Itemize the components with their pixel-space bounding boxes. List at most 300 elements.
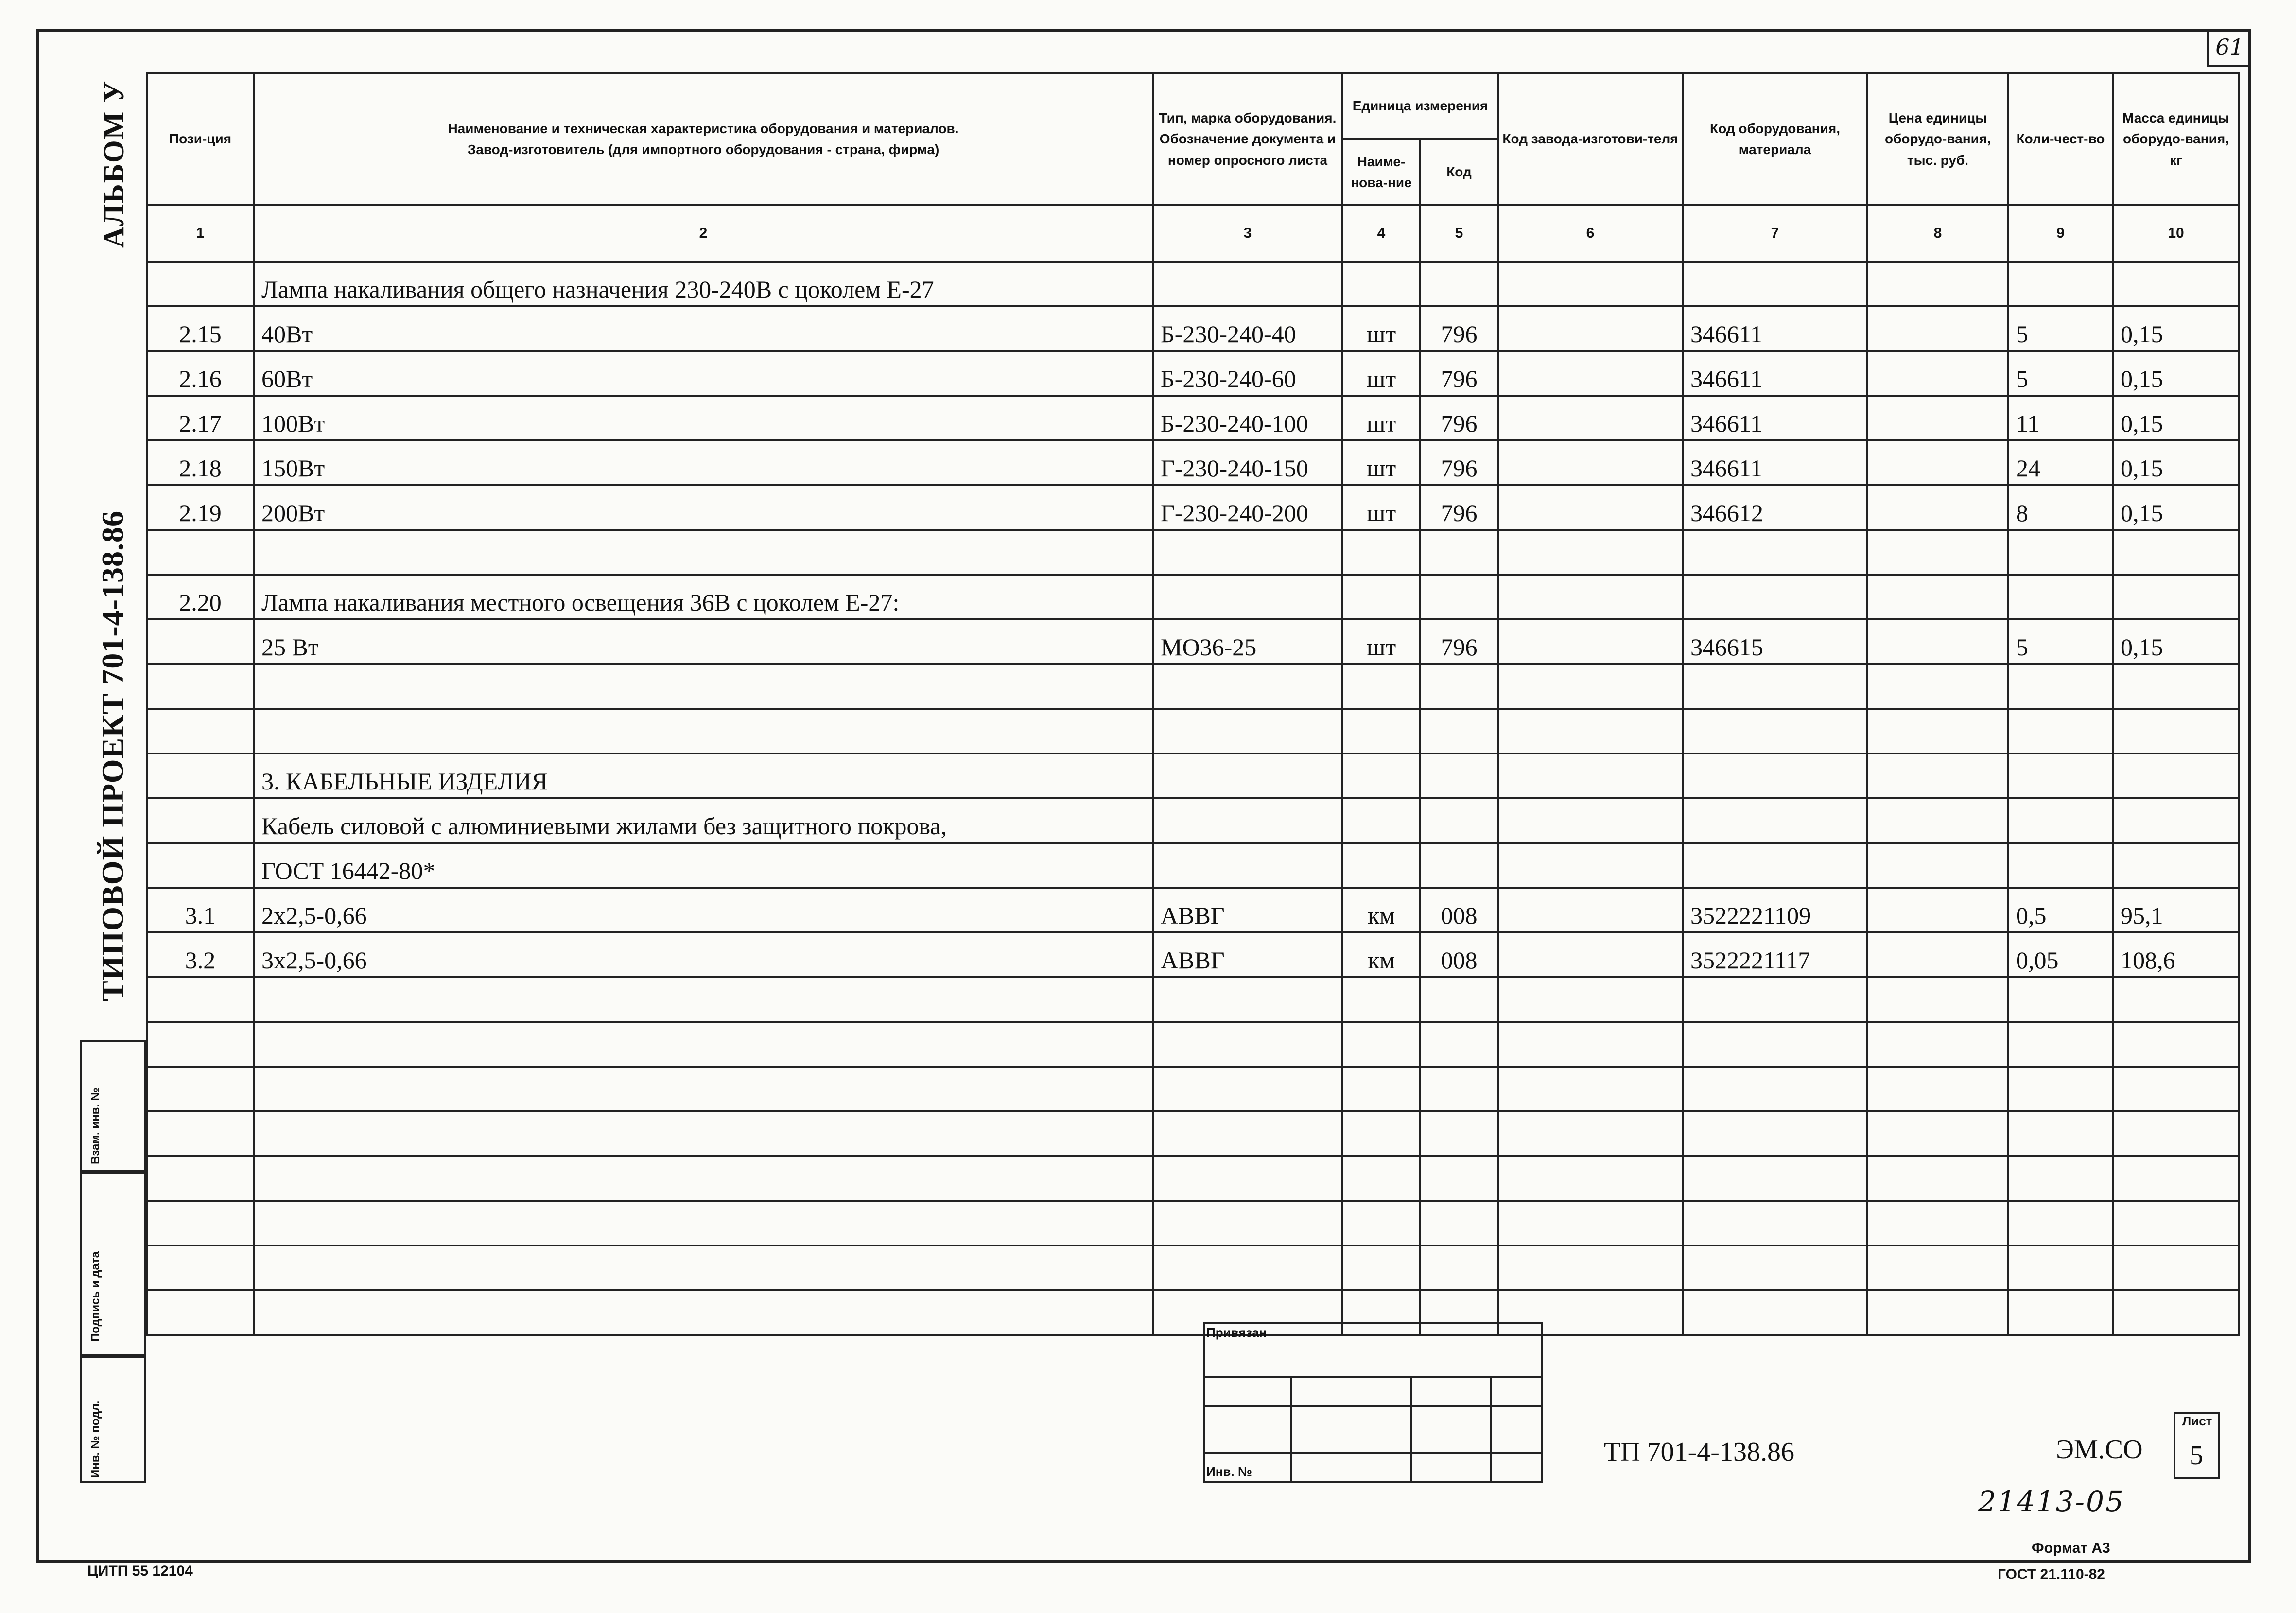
cell-quantity	[2008, 798, 2113, 843]
cell-factory-code	[1498, 798, 1683, 843]
col-header-name-line2: Завод-изготовитель (для импортного оборудования - страна, фирма)	[467, 142, 939, 157]
cell-factory-code	[1498, 530, 1683, 575]
cell-unit	[1342, 1156, 1420, 1201]
document-mark: ЭМ.СО	[2056, 1435, 2143, 1465]
table-row	[147, 1156, 2239, 1201]
footer-format: Формат А3	[2032, 1540, 2110, 1556]
cell-price	[1867, 1156, 2008, 1201]
cell-name: Лампа накаливания общего назначения 230-240В с цоколем Е-27	[254, 262, 1153, 306]
cell-unit-code	[1420, 754, 1498, 798]
cell-unit	[1342, 664, 1420, 709]
col-header-quantity: Коли-чест-во	[2008, 73, 2113, 205]
cell-unit-code	[1420, 575, 1498, 619]
cell-factory-code	[1498, 977, 1683, 1022]
cell-type	[1153, 843, 1342, 888]
cell-name: 3х2,5-0,66	[254, 932, 1153, 977]
col-header-factory-code: Код завода-изготови-теля	[1498, 73, 1683, 205]
cell-name: 60Вт	[254, 351, 1153, 396]
cell-mass	[2113, 530, 2239, 575]
cell-price	[1867, 619, 2008, 664]
cell-unit	[1342, 1201, 1420, 1245]
cell-type	[1153, 1022, 1342, 1067]
cell-unit	[1342, 530, 1420, 575]
cell-unit	[1342, 977, 1420, 1022]
cell-unit: км	[1342, 888, 1420, 932]
cell-name: Кабель силовой с алюминиевыми жилами без защитного покрова,	[254, 798, 1153, 843]
cell-type: Б-230-240-100	[1153, 396, 1342, 440]
cell-name	[254, 1111, 1153, 1156]
cell-factory-code	[1498, 619, 1683, 664]
cell-price	[1867, 1022, 2008, 1067]
stamp-grid-cols	[1290, 1376, 1412, 1483]
cell-type	[1153, 530, 1342, 575]
table-row	[147, 575, 2239, 619]
document-code: ТП 701-4-138.86	[1604, 1437, 1794, 1467]
cell-position	[147, 709, 254, 754]
cell-mass	[2113, 262, 2239, 306]
table-row	[147, 1290, 2239, 1335]
cell-price	[1867, 843, 2008, 888]
cell-factory-code	[1498, 396, 1683, 440]
cell-quantity: 0,5	[2008, 888, 2113, 932]
cell-quantity	[2008, 1111, 2113, 1156]
col-header-price: Цена единицы оборудо-вания, тыс. руб.	[1867, 73, 2008, 205]
cell-factory-code	[1498, 262, 1683, 306]
side-label-signature: Подпись и дата	[89, 1251, 102, 1342]
column-number: 4	[1342, 205, 1420, 262]
cell-mass: 108,6	[2113, 932, 2239, 977]
cell-quantity: 0,05	[2008, 932, 2113, 977]
cell-name: 40Вт	[254, 306, 1153, 351]
cell-equipment-code	[1683, 664, 1867, 709]
cell-position	[147, 1201, 254, 1245]
cell-position	[147, 754, 254, 798]
cell-quantity	[2008, 1022, 2113, 1067]
cell-type: АВВГ	[1153, 888, 1342, 932]
cell-price	[1867, 1245, 2008, 1290]
cell-quantity: 8	[2008, 485, 2113, 530]
cell-equipment-code: 346615	[1683, 619, 1867, 664]
cell-unit-code: 796	[1420, 440, 1498, 485]
col-header-unit-code: Код	[1420, 139, 1498, 205]
cell-name: 150Вт	[254, 440, 1153, 485]
cell-name	[254, 1290, 1153, 1335]
cell-position	[147, 1156, 254, 1201]
cell-quantity	[2008, 575, 2113, 619]
cell-equipment-code	[1683, 1022, 1867, 1067]
cell-position	[147, 664, 254, 709]
cell-type: Б-230-240-60	[1153, 351, 1342, 396]
table-row	[147, 1022, 2239, 1067]
cell-mass	[2113, 1201, 2239, 1245]
cell-mass	[2113, 977, 2239, 1022]
cell-name	[254, 530, 1153, 575]
cell-unit-code	[1420, 1156, 1498, 1201]
cell-factory-code	[1498, 1111, 1683, 1156]
cell-equipment-code	[1683, 1201, 1867, 1245]
cell-factory-code	[1498, 1022, 1683, 1067]
cell-unit-code	[1420, 1201, 1498, 1245]
cell-type	[1153, 754, 1342, 798]
column-number: 7	[1683, 205, 1867, 262]
cell-mass	[2113, 1111, 2239, 1156]
cell-price	[1867, 575, 2008, 619]
cell-position: 2.15	[147, 306, 254, 351]
cell-unit-code: 796	[1420, 351, 1498, 396]
column-number: 6	[1498, 205, 1683, 262]
cell-price	[1867, 530, 2008, 575]
cell-mass: 0,15	[2113, 396, 2239, 440]
cell-unit-code: 796	[1420, 306, 1498, 351]
table-row	[147, 843, 2239, 888]
cell-name: ГОСТ 16442-80*	[254, 843, 1153, 888]
cell-factory-code	[1498, 843, 1683, 888]
cell-equipment-code	[1683, 843, 1867, 888]
cell-price	[1867, 262, 2008, 306]
cell-mass	[2113, 575, 2239, 619]
cell-position	[147, 1022, 254, 1067]
cell-mass	[2113, 664, 2239, 709]
cell-unit-code: 796	[1420, 485, 1498, 530]
col-header-name-line1: Наименование и техническая характеристика оборудования и материалов.	[448, 121, 959, 136]
cell-price	[1867, 754, 2008, 798]
cell-position	[147, 619, 254, 664]
cell-type: Г-230-240-150	[1153, 440, 1342, 485]
cell-equipment-code: 3522221117	[1683, 932, 1867, 977]
cell-unit-code	[1420, 530, 1498, 575]
cell-position	[147, 977, 254, 1022]
inventory-number: 21413-05	[1978, 1485, 2125, 1518]
cell-equipment-code	[1683, 530, 1867, 575]
cell-name	[254, 1201, 1153, 1245]
column-number: 3	[1153, 205, 1342, 262]
cell-name: 200Вт	[254, 485, 1153, 530]
cell-unit	[1342, 709, 1420, 754]
cell-factory-code	[1498, 709, 1683, 754]
column-number: 2	[254, 205, 1153, 262]
cell-equipment-code	[1683, 1245, 1867, 1290]
cell-type	[1153, 798, 1342, 843]
cell-type	[1153, 1067, 1342, 1111]
cell-price	[1867, 664, 2008, 709]
side-label-inventory: Инв. № подл.	[89, 1400, 102, 1478]
side-label-replace: Взам. инв. №	[89, 1087, 102, 1164]
cell-unit-code: 796	[1420, 619, 1498, 664]
col-header-unit-group: Единица измерения	[1342, 73, 1498, 139]
cell-quantity	[2008, 664, 2113, 709]
cell-factory-code	[1498, 1245, 1683, 1290]
cell-factory-code	[1498, 664, 1683, 709]
cell-type	[1153, 977, 1342, 1022]
table-row	[147, 530, 2239, 575]
cell-equipment-code	[1683, 977, 1867, 1022]
cell-position	[147, 843, 254, 888]
cell-price	[1867, 351, 2008, 396]
cell-factory-code	[1498, 754, 1683, 798]
cell-equipment-code	[1683, 262, 1867, 306]
cell-mass: 0,15	[2113, 440, 2239, 485]
column-number: 5	[1420, 205, 1498, 262]
table-row	[147, 798, 2239, 843]
cell-position	[147, 1067, 254, 1111]
cell-factory-code	[1498, 306, 1683, 351]
cell-name	[254, 664, 1153, 709]
cell-equipment-code	[1683, 798, 1867, 843]
cell-quantity	[2008, 1245, 2113, 1290]
cell-type: АВВГ	[1153, 932, 1342, 977]
project-title: ТИПОВОЙ ПРОЕКТ 701-4-138.86	[95, 510, 130, 1001]
cell-quantity	[2008, 1067, 2113, 1111]
cell-equipment-code: 346611	[1683, 306, 1867, 351]
cell-name: Лампа накаливания местного освещения 36В с цоколем Е-27:	[254, 575, 1153, 619]
cell-unit	[1342, 1022, 1420, 1067]
cell-position: 2.18	[147, 440, 254, 485]
cell-mass: 0,15	[2113, 351, 2239, 396]
cell-type	[1153, 664, 1342, 709]
cell-name	[254, 1245, 1153, 1290]
cell-unit-code	[1420, 664, 1498, 709]
cell-unit: шт	[1342, 351, 1420, 396]
cell-factory-code	[1498, 932, 1683, 977]
cell-position	[147, 530, 254, 575]
cell-quantity	[2008, 1201, 2113, 1245]
cell-mass: 0,15	[2113, 306, 2239, 351]
cell-name	[254, 977, 1153, 1022]
cell-unit-code	[1420, 1245, 1498, 1290]
table-row	[147, 1067, 2239, 1111]
cell-unit-code	[1420, 1067, 1498, 1111]
cell-price	[1867, 888, 2008, 932]
cell-unit-code	[1420, 798, 1498, 843]
cell-mass	[2113, 754, 2239, 798]
cell-quantity	[2008, 530, 2113, 575]
cell-position	[147, 1290, 254, 1335]
column-number: 9	[2008, 205, 2113, 262]
album-label: АЛЬБОМ У	[98, 80, 130, 248]
cell-position: 2.20	[147, 575, 254, 619]
table-row	[147, 440, 2239, 485]
cell-price	[1867, 306, 2008, 351]
cell-name: 3. КАБЕЛЬНЫЕ ИЗДЕЛИЯ	[254, 754, 1153, 798]
table-row	[147, 977, 2239, 1022]
cell-position: 2.17	[147, 396, 254, 440]
cell-type	[1153, 709, 1342, 754]
cell-equipment-code	[1683, 1067, 1867, 1111]
cell-equipment-code	[1683, 1156, 1867, 1201]
cell-unit-code: 008	[1420, 932, 1498, 977]
cell-price	[1867, 1290, 2008, 1335]
cell-unit-code	[1420, 977, 1498, 1022]
cell-equipment-code	[1683, 754, 1867, 798]
column-number: 10	[2113, 205, 2239, 262]
cell-factory-code	[1498, 575, 1683, 619]
cell-quantity	[2008, 843, 2113, 888]
cell-quantity: 24	[2008, 440, 2113, 485]
cell-type	[1153, 1111, 1342, 1156]
cell-price	[1867, 1067, 2008, 1111]
cell-quantity	[2008, 754, 2113, 798]
cell-unit	[1342, 798, 1420, 843]
cell-equipment-code: 346611	[1683, 396, 1867, 440]
cell-name	[254, 1156, 1153, 1201]
cell-name	[254, 1067, 1153, 1111]
table-row	[147, 664, 2239, 709]
cell-price	[1867, 709, 2008, 754]
cell-factory-code	[1498, 440, 1683, 485]
table-row	[147, 306, 2239, 351]
cell-quantity	[2008, 262, 2113, 306]
cell-unit-code: 008	[1420, 888, 1498, 932]
footer-gost: ГОСТ 21.110-82	[1998, 1566, 2105, 1582]
cell-unit: шт	[1342, 619, 1420, 664]
cell-mass	[2113, 709, 2239, 754]
stamp-inv-label: Инв. №	[1206, 1464, 1252, 1479]
cell-price	[1867, 485, 2008, 530]
cell-price	[1867, 1111, 2008, 1156]
cell-factory-code	[1498, 1156, 1683, 1201]
cell-type	[1153, 575, 1342, 619]
cell-mass: 0,15	[2113, 619, 2239, 664]
cell-type	[1153, 1156, 1342, 1201]
cell-unit: шт	[1342, 396, 1420, 440]
table-row	[147, 754, 2239, 798]
cell-mass	[2113, 1022, 2239, 1067]
col-header-unit-name: Наиме-нова-ние	[1342, 139, 1420, 205]
cell-type: МО36-25	[1153, 619, 1342, 664]
table-row	[147, 888, 2239, 932]
table-row	[147, 1245, 2239, 1290]
stamp-grid-col3	[1490, 1376, 1492, 1483]
cell-quantity	[2008, 977, 2113, 1022]
cell-mass: 0,15	[2113, 485, 2239, 530]
table-row	[147, 396, 2239, 440]
cell-equipment-code: 3522221109	[1683, 888, 1867, 932]
cell-type	[1153, 262, 1342, 306]
cell-position	[147, 1245, 254, 1290]
cell-unit	[1342, 1245, 1420, 1290]
cell-quantity: 11	[2008, 396, 2113, 440]
col-header-type: Тип, марка оборудования. Обозначение документа и номер опросного листа	[1153, 73, 1342, 205]
cell-unit-code: 796	[1420, 396, 1498, 440]
column-number: 8	[1867, 205, 2008, 262]
cell-factory-code	[1498, 1067, 1683, 1111]
cell-position: 2.16	[147, 351, 254, 396]
sheet-label: Лист	[2182, 1414, 2212, 1428]
cell-mass	[2113, 798, 2239, 843]
cell-quantity: 5	[2008, 619, 2113, 664]
cell-name: 25 Вт	[254, 619, 1153, 664]
cell-unit	[1342, 1067, 1420, 1111]
cell-price	[1867, 396, 2008, 440]
table-row	[147, 1111, 2239, 1156]
column-number: 1	[147, 205, 254, 262]
cell-price	[1867, 1201, 2008, 1245]
linked-label: Привязан	[1206, 1325, 1267, 1340]
cell-position: 3.2	[147, 932, 254, 977]
cell-equipment-code	[1683, 1290, 1867, 1335]
cell-position	[147, 1111, 254, 1156]
cell-quantity: 5	[2008, 351, 2113, 396]
cell-unit-code	[1420, 262, 1498, 306]
cell-equipment-code: 346611	[1683, 351, 1867, 396]
cell-mass	[2113, 1067, 2239, 1111]
cell-quantity	[2008, 1290, 2113, 1335]
cell-unit-code	[1420, 1022, 1498, 1067]
cell-type: Б-230-240-40	[1153, 306, 1342, 351]
cell-mass	[2113, 1245, 2239, 1290]
cell-price	[1867, 798, 2008, 843]
cell-quantity	[2008, 709, 2113, 754]
table-row	[147, 932, 2239, 977]
sheet-value: 5	[2190, 1440, 2203, 1471]
cell-name: 100Вт	[254, 396, 1153, 440]
cell-mass	[2113, 1290, 2239, 1335]
cell-factory-code	[1498, 351, 1683, 396]
cell-type: Г-230-240-200	[1153, 485, 1342, 530]
cell-mass: 95,1	[2113, 888, 2239, 932]
cell-unit: шт	[1342, 485, 1420, 530]
cell-unit-code	[1420, 709, 1498, 754]
cell-mass	[2113, 1156, 2239, 1201]
sheet-number: 61	[2207, 29, 2251, 67]
cell-unit: шт	[1342, 440, 1420, 485]
cell-equipment-code: 346612	[1683, 485, 1867, 530]
col-header-position: Пози-ция	[147, 73, 254, 205]
cell-position: 3.1	[147, 888, 254, 932]
cell-price	[1867, 977, 2008, 1022]
table-row	[147, 351, 2239, 396]
table-row	[147, 619, 2239, 664]
cell-name: 2х2,5-0,66	[254, 888, 1153, 932]
col-header-mass: Масса единицы оборудо-вания, кг	[2113, 73, 2239, 205]
cell-name	[254, 709, 1153, 754]
cell-unit	[1342, 1111, 1420, 1156]
cell-unit	[1342, 843, 1420, 888]
cell-unit	[1342, 262, 1420, 306]
cell-position	[147, 798, 254, 843]
cell-unit	[1342, 575, 1420, 619]
cell-equipment-code	[1683, 1111, 1867, 1156]
cell-factory-code	[1498, 1201, 1683, 1245]
footer-left: ЦИТП 55 12104	[87, 1563, 193, 1579]
cell-name	[254, 1022, 1153, 1067]
cell-mass	[2113, 843, 2239, 888]
cell-type	[1153, 1245, 1342, 1290]
specification-table	[146, 72, 2240, 1336]
cell-unit	[1342, 754, 1420, 798]
table-row	[147, 709, 2239, 754]
cell-equipment-code	[1683, 575, 1867, 619]
table-row	[147, 262, 2239, 306]
table-row	[147, 485, 2239, 530]
column-number-row	[147, 205, 2239, 262]
cell-quantity: 5	[2008, 306, 2113, 351]
cell-unit: км	[1342, 932, 1420, 977]
cell-position	[147, 262, 254, 306]
cell-type	[1153, 1201, 1342, 1245]
cell-factory-code	[1498, 485, 1683, 530]
cell-factory-code	[1498, 888, 1683, 932]
cell-price	[1867, 932, 2008, 977]
cell-equipment-code: 346611	[1683, 440, 1867, 485]
col-header-name	[254, 73, 1153, 205]
cell-quantity	[2008, 1156, 2113, 1201]
cell-unit-code	[1420, 1111, 1498, 1156]
cell-price	[1867, 440, 2008, 485]
table-row	[147, 1201, 2239, 1245]
cell-unit-code	[1420, 843, 1498, 888]
cell-unit: шт	[1342, 306, 1420, 351]
